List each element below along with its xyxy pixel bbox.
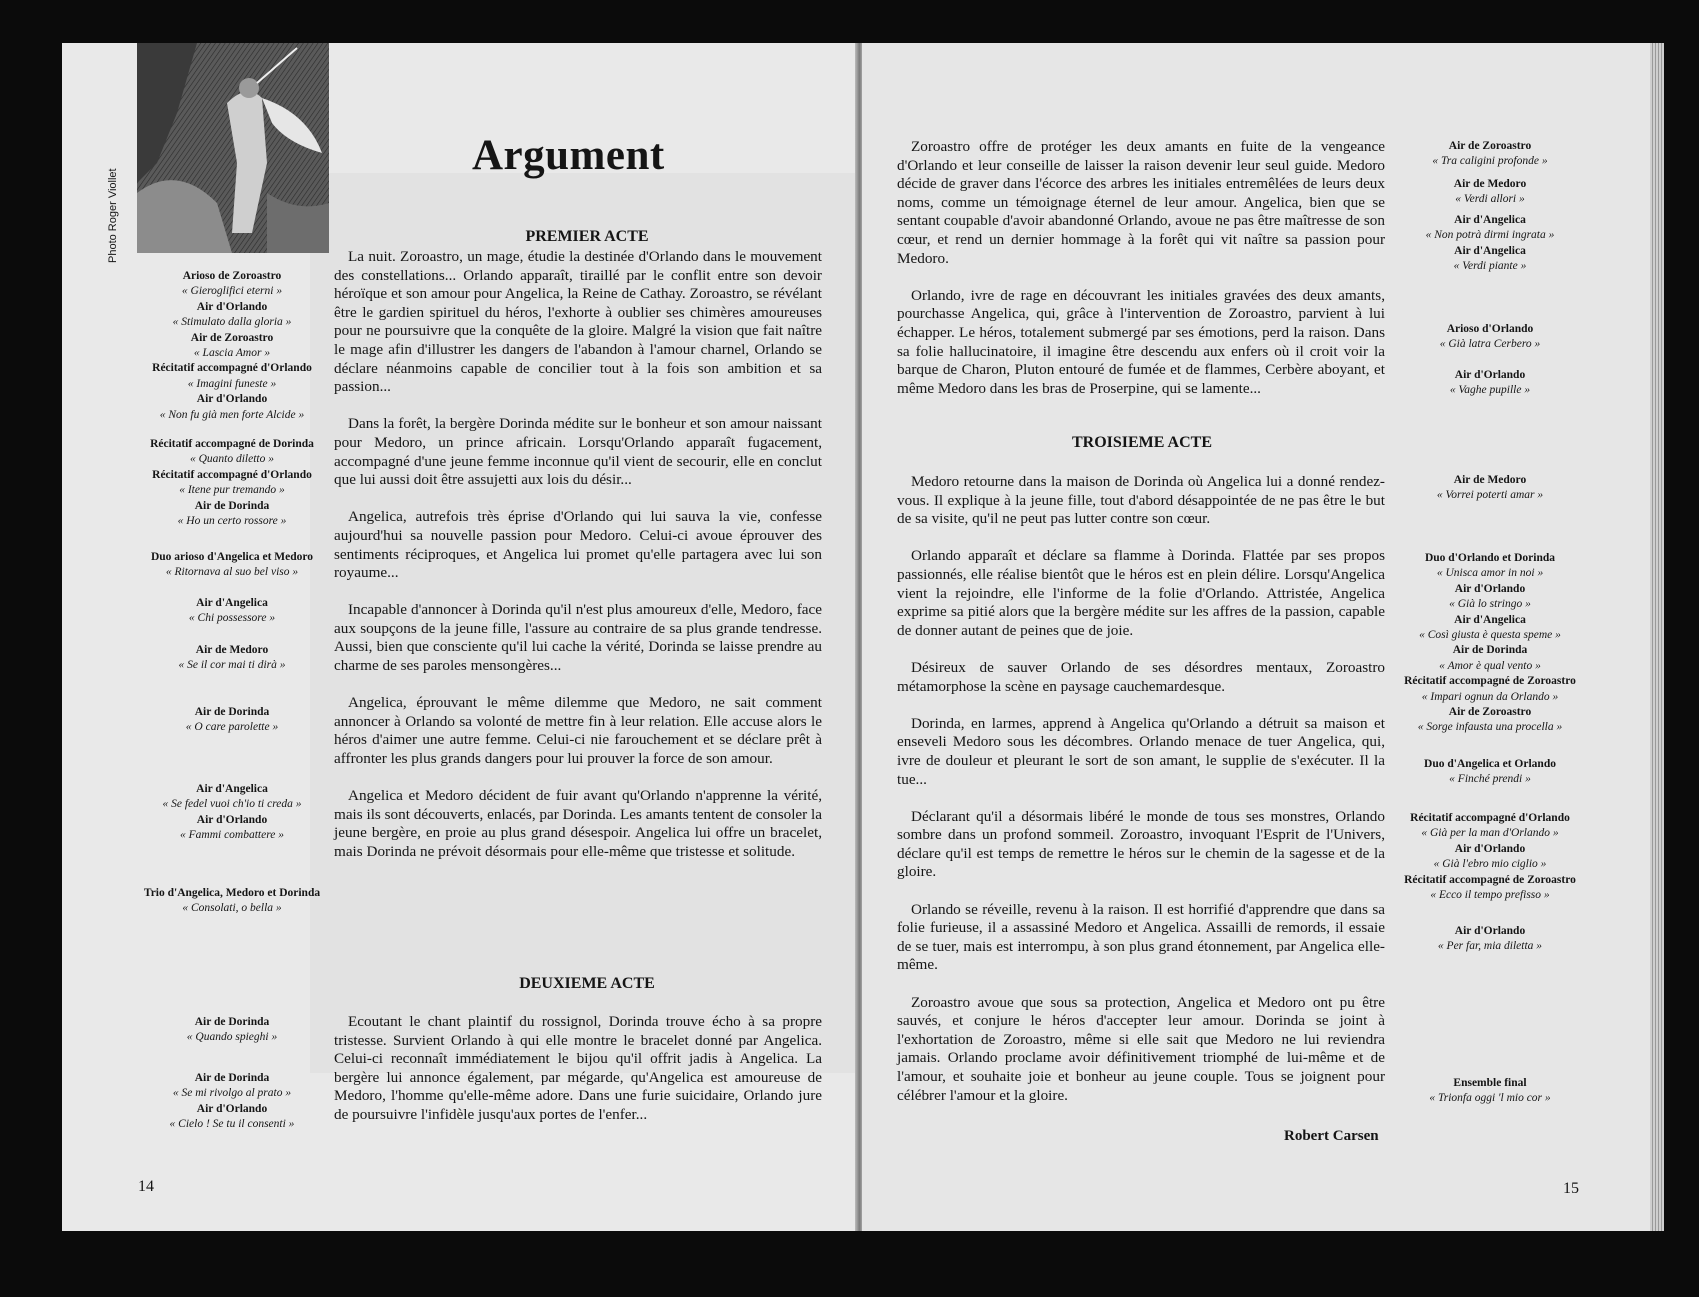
number-incipit: « Se mi rivolgo al prato » (172, 1087, 292, 1100)
number-block (1390, 177, 1590, 208)
number-title: Air de Medoro (1453, 178, 1527, 190)
number-incipit: « Già per la man d'Orlando » (1421, 827, 1559, 840)
left-page (62, 43, 857, 1231)
number-incipit: « Se il cor mai ti dirà » (178, 659, 286, 672)
number-title: Trio d'Angelica, Medoro et Dorinda (143, 887, 321, 899)
number-title: Air de Medoro (195, 644, 269, 656)
number-block (1390, 139, 1590, 170)
number-title: Air d'Orlando (196, 300, 268, 313)
number-incipit: « Stimulato dalla gloria » (172, 316, 292, 329)
act1-paragraph: Angelica, éprouvant le même dilemme que Medoro, ne sait comment annoncer à Orlando sa volonté de mettre fin à leur relation. Elle accuse alors le héros d'aimer une autre femme. Celui-ci nie farouchement et se déclare prêt à affronter les plus grands dangers pour lui prouver la force de son amour. (334, 694, 822, 768)
number-block (132, 705, 332, 736)
number-title: Air de Dorinda (194, 1072, 270, 1084)
number-incipit: « Cielo ! Se tu il consenti » (169, 1118, 295, 1131)
number-block (1390, 811, 1590, 903)
number-incipit: « Già latra Cerbero » (1439, 338, 1541, 351)
number-title: Air de Zoroastro (1448, 706, 1532, 719)
act2-heading: DEUXIEME ACTE (519, 975, 655, 992)
act2-paragraph: Ecoutant le chant plaintif du rossignol, Dorinda trouve écho à sa propre tristesse. Survient Orlando à qui elle montre le bracelet donné par Angelica. Celui-ci reconnaît immédiatement le bijou qu'il offrit jadis à Angelica. La bergère lui annonce également, par mégarde, qu'Angelica est amoureuse de Medoro, l'homme qu'elle-même adore. Dans une furie suicidaire, Orlando jure de poursuivre l'infidèle jusqu'aux portes de l'enfer... (334, 1013, 822, 1123)
number-title: Air de Dorinda (1452, 644, 1528, 657)
act3-paragraph: Orlando apparaît et déclare sa flamme à Dorinda. Flattée par ses propos passionnés, elle réalise bientôt que le héros est en plein délire. Lorsqu'Angelica vient la rejoindre, elle l'informe de la folie d'Orlando. Attristée, Angelica exprime sa pitié alors que la bergère médite sur les affres de la passion, capable de donner autant de peines que de joie. (897, 547, 1385, 639)
number-block (132, 1071, 332, 1133)
number-incipit: « Finché prendi » (1449, 773, 1531, 786)
engraving-illustration (137, 43, 329, 253)
number-block (1390, 213, 1590, 275)
number-title: Récitatif accompagné d'Orlando (152, 362, 312, 375)
number-block (132, 269, 332, 423)
number-incipit: « Ritornava al suo bel viso » (165, 566, 299, 579)
number-incipit: « Così giusta è questa speme » (1419, 629, 1561, 642)
number-block (132, 596, 332, 627)
number-block (132, 782, 332, 844)
number-incipit: « Vorrei poterti amar » (1436, 489, 1544, 502)
number-incipit: « Tra caligini profonde » (1432, 155, 1548, 168)
act2-paragraph: Zoroastro offre de protéger les deux amants en fuite de la vengeance d'Orlando et leur conseille de laisser la raison devenir leur seul guide. Medoro décide de graver dans l'écorce des arbres les initiales entremêlées de leurs deux noms, comme un témoignage éternel de leur amour. Angelica, bien que se sentant coupable d'avoir abandonné Orlando, avoue ne pas être maîtresse de son cœur, et rend un dernier hommage à la forêt qui vit naître sa passion pour Medoro. (897, 138, 1385, 267)
act3-paragraph: Orlando se réveille, revenu à la raison. Il est horrifié d'apprendre que dans sa folie furieuse, il a assassiné Medoro et Angelica. Assailli de remords, il essaie de se tuer, mais est interrompu, à son plus grand étonnement, par Angelica elle-même. (897, 900, 1385, 974)
number-incipit: « Fammi combattere » (179, 829, 284, 842)
number-incipit: « Quanto diletto » (189, 453, 274, 466)
number-incipit: « Verdi piante » (1453, 260, 1527, 273)
act3-paragraph: Zoroastro avoue que sous sa protection, Angelica et Medoro ont pu être sauvés, et conjure le héros d'accepter leur amour. Dorinda se joint à l'exhortation de Zoroastro, même si elle sait que Medoro ne lui reviendra jamais. Orlando proclame avoir définitivement triomphé de lui-même et de l'amour, et souhaite joie et bonheur au jeune couple. Tous se joignent pour célébrer l'amour et la gloire. (897, 993, 1385, 1104)
number-incipit: « Unisca amor in noi » (1436, 567, 1544, 580)
page-title: Argument (472, 132, 665, 179)
number-title: Air d'Angelica (196, 783, 268, 795)
number-title: Récitatif accompagné de Dorinda (150, 438, 314, 450)
number-incipit: « Già lo stringo » (1449, 598, 1531, 611)
number-block (1390, 322, 1590, 353)
number-incipit: « Verdi allori » (1455, 193, 1525, 206)
number-title: Récitatif accompagné d'Orlando (1410, 812, 1570, 824)
number-title: Air de Zoroastro (1448, 140, 1532, 152)
photo-credit: Photo Roger Viollet (107, 168, 119, 263)
number-incipit: « Quando spieghi » (186, 1031, 278, 1044)
act2-paragraph: Orlando, ivre de rage en découvrant les initiales gravées des deux amants, pourchasse Angelica, qui, grâce à l'intervention de Zoroastro, parvient à lui échapper. Le héros, totalement submergé par ses émotions, perd la raison. Dans sa folie hallucinatoire, il imagine être descendu aux enfers où il croit voir la barque de Charon, Pluton entouré de fumée et de flammes, Cerbère aboyant, et même Medoro dans les bras de Proserpine, qui se lamente... (897, 286, 1385, 397)
act3-paragraph: Déclarant qu'il a désormais libéré le monde de tous ses monstres, Orlando sombre dans un profond sommeil. Zoroastro, invoquant l'Esprit de l'Univers, déclare qu'il est temps de remettre le héros sur le chemin de la sagesse et de la gloire. (897, 807, 1385, 881)
act1-paragraph: Angelica, autrefois très éprise d'Orlando qui lui sauva la vie, confesse aujourd'hui sa nouvelle passion pour Medoro. Celui-ci avoue éprouver des sentiments réciproques, et Angelica lui promet qu'elle partagera avec lui son royaume... (334, 508, 822, 582)
act1-text (334, 248, 822, 880)
number-title: Récitatif accompagné d'Orlando (152, 468, 312, 481)
number-title: Air d'Orlando (1454, 369, 1526, 381)
act2-continued-text (897, 138, 1385, 417)
number-title: Duo d'Angelica et Orlando (1424, 758, 1556, 770)
number-incipit: « Già l'ebro mio ciglio » (1433, 858, 1547, 871)
number-incipit: « Non fu già men forte Alcide » (159, 408, 305, 421)
number-incipit: « Vaghe pupille » (1449, 384, 1531, 397)
page-edge (1650, 43, 1664, 1231)
number-incipit: « Gieroglifici eterni » (181, 285, 283, 298)
number-incipit: « Imagini funeste » (187, 377, 277, 390)
number-incipit: « Lascia Amor » (193, 347, 271, 360)
number-block (132, 437, 332, 529)
number-incipit: « Ecco il tempo prefisso » (1430, 889, 1550, 902)
act1-paragraph: Dans la forêt, la bergère Dorinda médite sur le bonheur et son amour naissant pour Medoro, un prince africain. Lorsqu'Orlando apparaît fugacement, accompagné d'une jeune femme inconnue qu'il vient de secourir, elle en conclut que lui aussi doit être assujetti aux lois du désir... (334, 415, 822, 489)
act1-heading: PREMIER ACTE (525, 228, 649, 245)
act1-paragraph: Angelica et Medoro décident de fuir avant qu'Orlando n'apprenne la vérité, mais ils sont découverts, enlacés, par Dorinda. Les amants tentent de consoler la jeune bergère, en proie au plus grand désespoir. Angelica lui offre un bracelet, mais Dorinda ne prévoit désormais pour elle-même que tristesse et solitude. (334, 787, 822, 860)
number-title: Air d'Orlando (196, 1102, 268, 1115)
number-incipit: « Ho un certo rossore » (177, 515, 287, 528)
number-incipit: « Non potrà dirmi ingrata » (1425, 229, 1555, 242)
number-incipit: « Itene pur tremando » (179, 484, 285, 497)
number-block (1390, 368, 1590, 399)
number-title: Air d'Orlando (1454, 582, 1526, 595)
number-title: Arioso de Zoroastro (182, 270, 282, 282)
number-incipit: « Trionfa oggi 'l mio cor » (1429, 1092, 1551, 1105)
number-block (1390, 924, 1590, 955)
number-block (1390, 473, 1590, 504)
number-incipit: « Sorge infausta una procella » (1417, 721, 1563, 734)
number-title: Duo d'Orlando et Dorinda (1424, 552, 1556, 564)
number-title: Air d'Orlando (196, 813, 268, 826)
number-title: Air d'Orlando (1454, 842, 1526, 855)
number-incipit: « Per far, mia diletta » (1437, 940, 1543, 953)
act3-heading: TROISIEME ACTE (1071, 434, 1213, 451)
number-title: Duo arioso d'Angelica et Medoro (150, 551, 314, 563)
act2-text (334, 1013, 822, 1143)
number-title: Air de Dorinda (194, 1016, 270, 1028)
number-title: Arioso d'Orlando (1446, 323, 1534, 335)
number-title: Air d'Angelica (196, 597, 268, 609)
number-title: Récitatif accompagné de Zoroastro (1404, 675, 1576, 688)
number-title: Air de Zoroastro (190, 331, 274, 344)
number-title: Récitatif accompagné de Zoroastro (1404, 873, 1576, 886)
number-block (1390, 551, 1590, 736)
number-incipit: « O care parolette » (185, 721, 279, 734)
number-incipit: « Consolati, o bella » (182, 902, 282, 915)
act3-paragraph: Dorinda, en larmes, apprend à Angelica qu'Orlando a détruit sa maison et enseveli Medoro sous les décombres. Orlando menace de tuer Angelica, qui, ivre de douleur et pleurant le sort de son amant, le supplie de s'exécuter. Il la tue... (897, 714, 1385, 788)
number-title: Ensemble final (1453, 1077, 1527, 1089)
number-block (132, 886, 332, 917)
number-title: Air de Dorinda (194, 499, 270, 512)
number-title: Air d'Angelica (1454, 613, 1526, 626)
number-title: Air d'Orlando (1454, 925, 1526, 937)
number-block (132, 550, 332, 581)
act3-paragraph: Désireux de sauver Orlando de ses désordres mentaux, Zoroastro métamorphose la scène en paysage cauchemardesque. (897, 658, 1385, 695)
number-title: Air de Medoro (1453, 474, 1527, 486)
number-block (132, 1015, 332, 1046)
number-incipit: « Amor è qual vento » (1439, 659, 1541, 672)
page-number: 14 (138, 1178, 154, 1195)
right-page (862, 43, 1657, 1231)
act3-paragraph: Medoro retourne dans la maison de Dorinda où Angelica lui a donné rendez-vous. Il explique à la jeune fille, tout d'abord désappointée de ne pas être le but de sa visite, qu'il ne peut pas lutter contre son cœur. (897, 473, 1385, 528)
number-title: Air d'Angelica (1454, 214, 1526, 226)
number-incipit: « Se fedel vuoi ch'io ti creda » (162, 798, 302, 811)
page-number: 15 (1563, 1180, 1579, 1197)
number-block (132, 643, 332, 674)
act1-paragraph: La nuit. Zoroastro, un mage, étudie la destinée d'Orlando dans le mouvement des constellations... Orlando apparaît, tiraillé par le conflit entre son devoir héroïque et son amour pour Angelica, la Reine de Cathay. Zoroastro, se révélant être le gardien spirituel du héros, l'exhorte à oublier ses chimères amoureuses pour ne poursuivre que la conquête de la gloire. Malgré la vision que fait naître le mage afin d'illustrer les dangers de l'abandon à l'amour charnel, Orlando se déclare néanmoins capable de concilier tout à la fois son ambition et sa passion... (334, 248, 822, 396)
number-title: Air d'Angelica (1454, 244, 1526, 257)
number-incipit: « Chi possessore » (188, 612, 276, 625)
act3-text (897, 473, 1385, 1124)
number-incipit: « Impari ognun da Orlando » (1421, 690, 1559, 703)
number-block (1390, 1076, 1590, 1107)
number-title: Air de Dorinda (194, 706, 270, 718)
number-block (1390, 757, 1590, 788)
author-signature: Robert Carsen (1284, 1128, 1379, 1144)
act1-paragraph: Incapable d'annoncer à Dorinda qu'il n'est plus amoureux d'elle, Medoro, face aux soupçons de la jeune fille, l'assure au contraire de sa plus grande tendresse. Aussi, bien que consciente qu'il lui cache la vérité, Dorinda se laisse prendre au charme de ses paroles mensongères... (334, 601, 822, 675)
number-title: Air d'Orlando (196, 393, 268, 406)
